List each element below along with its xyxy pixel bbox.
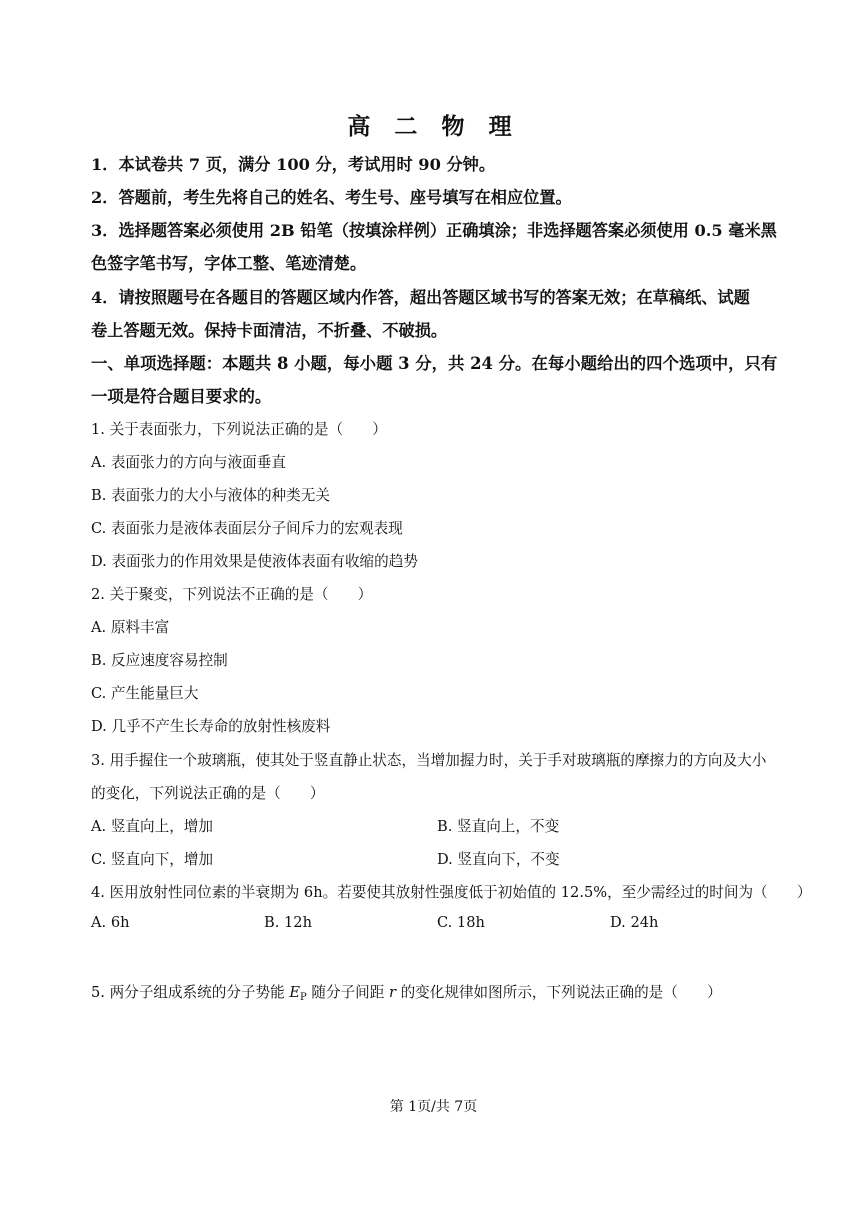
question-2-option-d: D. 几乎不产生长寿命的放射性核废料 [91,718,331,735]
question-3-stem-line-2: 的变化，下列说法正确的是（ ） [91,785,325,802]
question-4-option-d: D. 24h [610,914,659,931]
question-2-option-a: A. 原料丰富 [91,619,170,636]
question-4-option-b: B. 12h [264,914,312,931]
question-4-option-c: C. 18h [437,914,485,931]
question-2-option-b: B. 反应速度容易控制 [91,652,228,669]
exam-title: 高 二 物 理 [347,113,520,140]
notice-2: 2．答题前，考生先将自己的姓名、考生号、座号填写在相应位置。 [91,188,572,207]
question-5-stem [91,981,722,1003]
question-5-stem-part-c: 的变化规律如图所示，下列说法正确的是（ ） [395,984,722,1001]
notice-4-line-2: 卷上答题无效。保持卡面清洁，不折叠、不破损。 [91,321,448,340]
potential-energy-symbol: $E_P$ [289,984,307,1003]
question-5-stem-part-a: 5. 两分子组成系统的分子势能 [91,984,290,1001]
question-3-stem-line-1: 3. 用手握住一个玻璃瓶，使其处于竖直静止状态，当增加握力时，关于手对玻璃瓶的摩擦力的方向及大小 [91,752,767,769]
question-1-option-d: D. 表面张力的作用效果是使液体表面有收缩的趋势 [91,553,418,570]
question-4-option-a: A. 6h [91,914,130,931]
notice-4-line-1: 4．请按照题号在各题目的答题区域内作答，超出答题区域书写的答案无效；在草稿纸、试题 [91,288,750,307]
notice-3-line-2: 色签字笔书写，字体工整、笔迹清楚。 [91,254,367,273]
distance-symbol: r [388,984,396,1001]
question-5-stem-part-b: 随分子间距 [306,984,389,1001]
notice-1: 1．本试卷共 7 页，满分 100 分，考试用时 90 分钟。 [91,155,496,174]
question-2-option-c: C. 产生能量巨大 [91,685,199,702]
question-1-stem: 1. 关于表面张力，下列说法正确的是（ ） [91,421,387,438]
question-2-stem: 2. 关于聚变，下列说法不正确的是（ ） [91,586,373,603]
question-1-option-c: C. 表面张力是液体表面层分子间斥力的宏观表现 [91,520,403,537]
question-4-stem: 4. 医用放射性同位素的半衰期为 6h。若要使其放射性强度低于初始值的 12.5%，至少需经过的时间为（ ） [91,884,812,901]
question-3-option-c: C. 竖直向下，增加 [91,851,214,868]
question-1-option-b: B. 表面张力的大小与液体的种类无关 [91,487,330,504]
notice-3-line-1: 3．选择题答案必须使用 2B 铅笔（按填涂样例）正确填涂；非选择题答案必须使用 0.5 毫米黑 [91,221,777,240]
question-3-option-b: B. 竖直向上，不变 [437,818,560,835]
page-footer: 第 1页/共 7页 [389,1099,478,1115]
section-heading-line-2: 一项是符合题目要求的。 [91,387,272,406]
section-heading-line-1: 一、单项选择题：本题共 8 小题，每小题 3 分，共 24 分。在每小题给出的四个选项中，只有 [91,354,778,373]
question-3-option-d: D. 竖直向下，不变 [437,851,560,868]
question-3-option-a: A. 竖直向上，增加 [91,818,213,835]
question-1-option-a: A. 表面张力的方向与液面垂直 [91,454,286,471]
